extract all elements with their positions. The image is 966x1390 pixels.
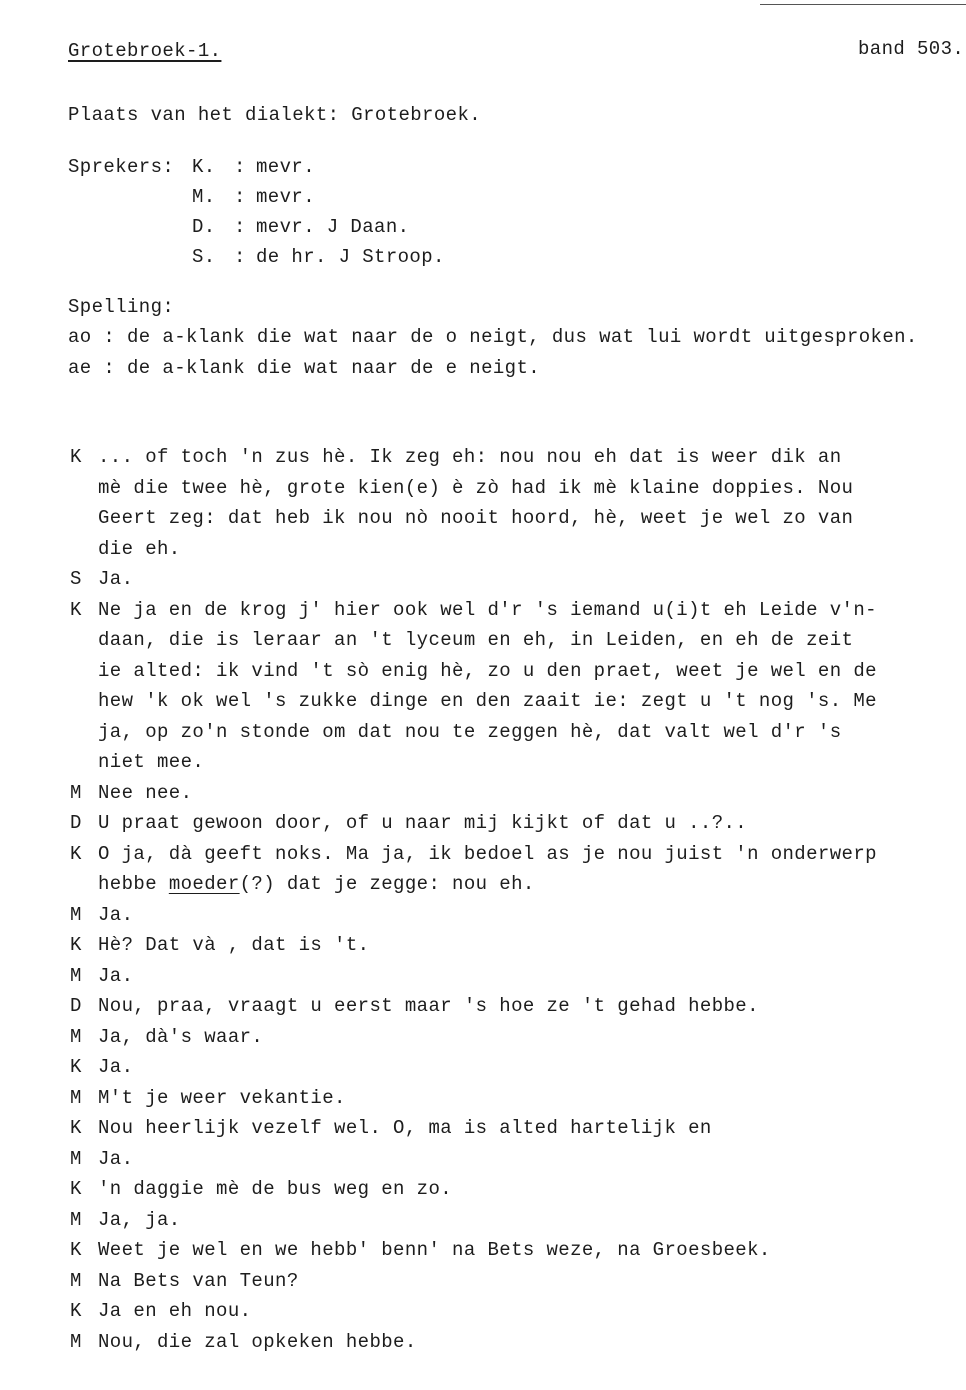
speaker-name: mevr. <box>256 186 316 208</box>
utterance-line: Weet je wel en we hebb' benn' na Bets weze, na Groesbeek. <box>98 1239 771 1261</box>
utterance-segment: (?) dat je zegge: nou eh. <box>239 873 535 895</box>
spelling-label: Spelling: <box>68 296 175 318</box>
utterance-line: Ja, ja. <box>98 1208 181 1231</box>
speaker-name: de hr. J Stroop. <box>256 246 445 268</box>
speaker-code: K <box>70 1117 82 1139</box>
speaker-code: K <box>70 842 82 865</box>
speaker-code: M <box>70 964 82 987</box>
speaker-code: M <box>70 903 82 926</box>
speaker-name: mevr. J Daan. <box>256 216 410 238</box>
utterance-line: die eh. <box>98 537 181 560</box>
utterance-line: Na Bets van Teun? <box>98 1269 299 1292</box>
speaker-code: D <box>70 995 82 1017</box>
utterance-line: hew 'k ok wel 's zukke dinge en den zaait ie: zegt u 't nog 's. Me <box>98 690 877 712</box>
document-title: Grotebroek-1. <box>68 40 222 62</box>
utterance-line: Nou, die zal opkeken hebbe. <box>98 1330 417 1353</box>
utterance-line: niet mee. <box>98 751 205 773</box>
band-number: band 503. <box>858 38 965 60</box>
utterance-line: daan, die is leraar an 't lyceum en eh, in Leiden, en eh de zeit <box>98 629 854 651</box>
utterance-line: Ja. <box>98 964 134 987</box>
speaker-code: M <box>70 1269 82 1292</box>
utterance-line: Ja. <box>98 1147 134 1170</box>
speaker-sep: : <box>234 156 246 178</box>
underlined-word: moeder <box>168 873 240 895</box>
speaker-code: D <box>70 812 82 834</box>
speaker-code: S <box>70 568 82 590</box>
speaker-code: D. <box>192 216 216 238</box>
utterance-line: U praat gewoon door, of u naar mij kijkt of dat u ..?.. <box>98 812 748 834</box>
utterance-line: Ne ja en de krog j' hier ook wel d'r 's iemand u(i)t eh Leide v'n- <box>98 598 877 621</box>
utterance-line: ie alted: ik vind 't sò enig hè, zo u den praet, weet je wel en de <box>98 659 877 682</box>
speaker-code: K <box>70 446 82 468</box>
speaker-code: M <box>70 1208 82 1231</box>
speaker-sep: : <box>234 186 246 208</box>
spelling-rule: ae : de a-klank die wat naar de e neigt. <box>68 357 541 379</box>
utterance-line: Ja. <box>98 568 134 590</box>
speaker-sep: : <box>234 246 246 268</box>
speaker-code: K <box>70 934 82 956</box>
utterance-line: Nou, praa, vraagt u eerst maar 's hoe ze 't gehad hebbe. <box>98 995 759 1017</box>
utterance-line: O ja, dà geeft noks. Ma ja, ik bedoel as je nou juist 'n onderwerp <box>98 842 877 865</box>
speaker-code: M <box>70 1086 82 1109</box>
speaker-name: mevr. <box>256 156 316 178</box>
utterance-line: Hè? Dat và , dat is 't. <box>98 934 370 956</box>
speaker-code: K <box>70 1056 82 1078</box>
utterance-line: Nou heerlijk vezelf wel. O, ma is alted hartelijk en <box>98 1117 712 1139</box>
speaker-code: K <box>70 1239 82 1261</box>
utterance-line: Geert zeg: dat heb ik nou nò nooit hoord, hè, weet je wel zo van <box>98 507 854 529</box>
utterance-segment: hebbe <box>98 873 169 895</box>
speaker-code: S. <box>192 246 216 268</box>
speaker-code: M <box>70 1330 82 1353</box>
utterance-line: Ja en eh nou. <box>98 1300 252 1322</box>
utterance-line: Ja, dà's waar. <box>98 1025 264 1048</box>
speaker-code: M <box>70 1147 82 1170</box>
speaker-code: M <box>70 1025 82 1048</box>
speaker-code: K. <box>192 156 216 178</box>
speaker-code: K <box>70 1178 82 1200</box>
speakers-label: Sprekers: <box>68 156 175 178</box>
top-rule <box>760 4 966 5</box>
utterance-line: ... of toch 'n zus hè. Ik zeg eh: nou nou eh dat is weer dik an <box>98 446 842 468</box>
speaker-code: M <box>70 781 82 804</box>
speaker-code: K <box>70 1300 82 1322</box>
utterance-line <box>98 873 535 895</box>
utterance-line: mè die twee hè, grote kien(e) è zò had ik mè klaine doppies. Nou <box>98 476 854 499</box>
speaker-code: M. <box>192 186 216 208</box>
dialect-place: Plaats van het dialekt: Grotebroek. <box>68 104 482 126</box>
utterance-line: Nee nee. <box>98 781 193 804</box>
utterance-line: Ja. <box>98 903 134 926</box>
utterance-line: 'n daggie mè de bus weg en zo. <box>98 1178 453 1200</box>
utterance-line: Ja. <box>98 1056 134 1078</box>
utterance-line: M't je weer vekantie. <box>98 1086 346 1109</box>
spelling-rule: ao : de a-klank die wat naar de o neigt, dus wat lui wordt uitgesproken. <box>68 326 918 348</box>
speaker-sep: : <box>234 216 246 238</box>
utterance-line: ja, op zo'n stonde om dat nou te zeggen hè, dat valt wel d'r 's <box>98 720 842 743</box>
speaker-code: K <box>70 598 82 621</box>
